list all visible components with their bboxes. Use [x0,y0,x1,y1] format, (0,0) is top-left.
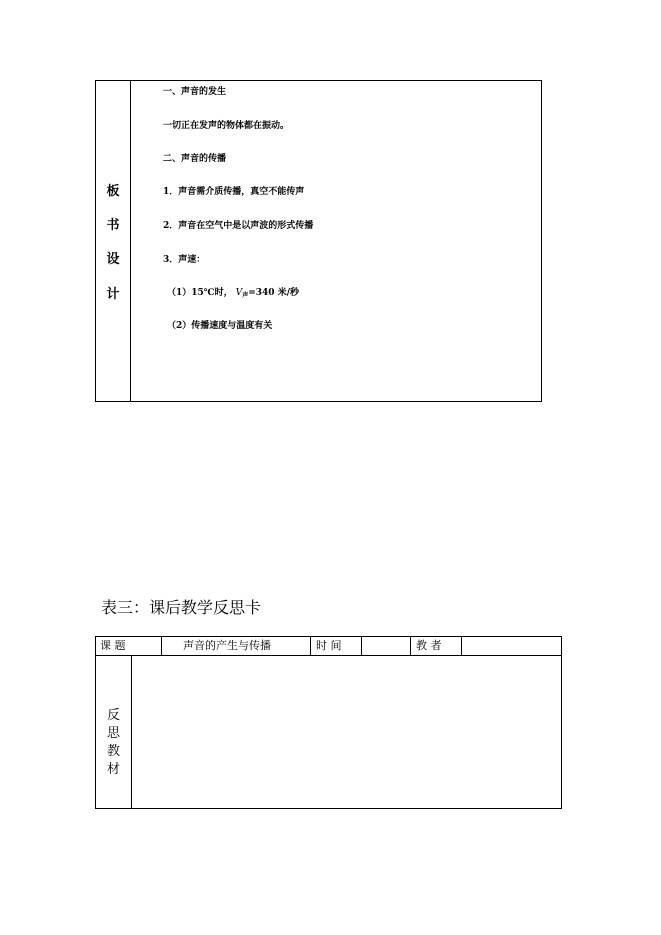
reflection-side-char: 思 [106,726,120,741]
board-line: （2）传播速度与温度有关 [167,321,273,331]
teacher-value[interactable] [466,637,560,655]
column-divider [361,637,362,655]
topic-value: 声音的产生与传播 [183,639,271,652]
teacher-label: 教 者 [416,639,442,652]
board-design-table [95,80,542,402]
side-label-char: 书 [106,218,120,233]
board-line: 一切正在发声的物体都在振动。 [163,121,290,131]
column-divider [310,637,311,655]
board-line: 2．声音在空气中是以声波的形式传播 [163,221,314,231]
column-divider [161,637,162,655]
reflection-side-char: 材 [106,762,120,777]
board-design-side-label [96,81,131,401]
time-value[interactable] [366,637,409,655]
header-divider [96,655,561,656]
board-line-speed [167,288,299,301]
reflection-card-title: 表三：课后教学反思卡 [101,598,262,617]
reflection-side-char: 教 [106,744,120,759]
side-label-char: 设 [106,252,120,267]
side-label-char: 计 [106,287,120,302]
speed-value: =340 米/秒 [248,288,299,298]
reflection-body[interactable] [136,659,556,804]
speed-subscript: 声 [242,292,249,299]
column-divider [461,637,462,655]
board-line: 3．声速： [163,255,206,265]
column-divider [410,637,411,655]
speed-line-prefix: （1）15℃时， [167,288,233,298]
side-divider [131,655,132,809]
side-label-char: 板 [106,184,120,199]
board-line: 二、声音的传播 [163,154,227,164]
reflection-card-table [95,636,562,809]
reflection-side-char: 反 [106,708,120,723]
board-line: 1．声音需介质传播，真空不能传声 [163,187,305,197]
time-label: 时 间 [316,639,342,652]
board-line: 一、声音的发生 [163,87,227,97]
topic-label: 课 题 [100,639,126,652]
speed-symbol: V [235,288,243,298]
